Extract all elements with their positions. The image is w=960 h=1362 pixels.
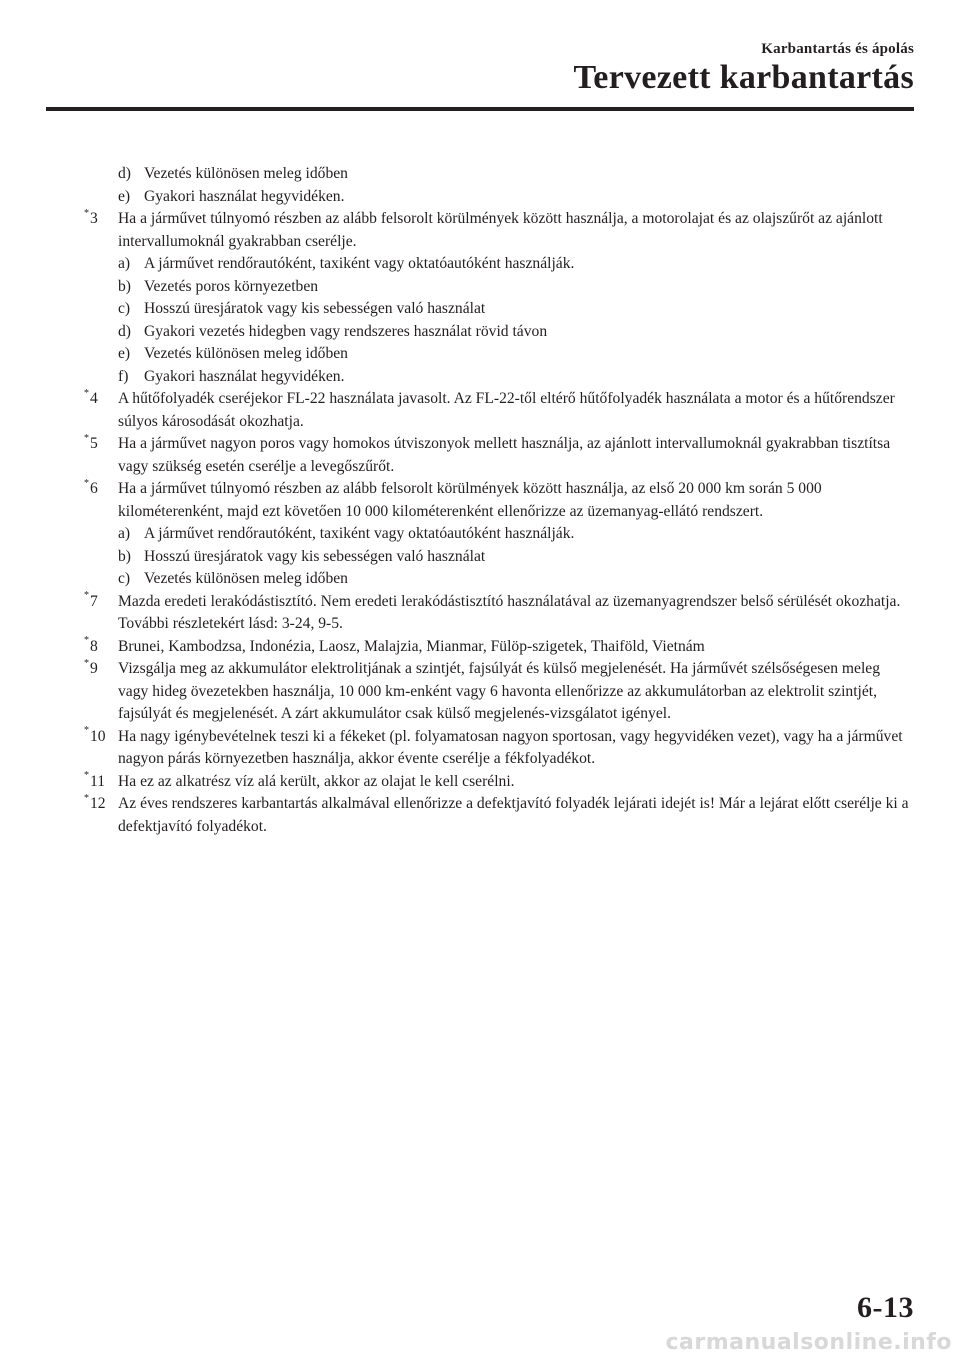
sub-item (84, 343, 914, 366)
sub-item-label: c) (118, 570, 131, 587)
sub-item (84, 523, 914, 546)
sub-item-label: f) (118, 367, 129, 385)
footnote (84, 793, 914, 838)
sub-item (84, 366, 914, 389)
footnote-number: 3 (90, 210, 98, 227)
sub-item-label: d) (118, 322, 131, 340)
footnote-text: Ha a járművet túlnyomó részben az alább felsorolt körülmények között használja, az első 20 000 km során 5 000 kilométerenként, majd ezt követően 10 000 kilométerenként ellenőrizze az üzemanyag-ellátó rendszert. (118, 480, 822, 520)
sub-item-text: A járművet rendőrautóként, taxiként vagy oktatóautóként használják. (144, 255, 575, 272)
footnote-marker (84, 658, 118, 681)
footnote (84, 771, 914, 794)
footnote-text: Ha ez az alkatrész víz alá került, akkor az olajat le kell cserélni. (118, 772, 515, 790)
footnote (84, 658, 914, 726)
footnote-number: 6 (90, 480, 98, 497)
footnote-text: A hűtőfolyadék cseréjekor FL-22 használata javasolt. Az FL-22-től eltérő hűtőfolyadék használata a motor és a hűtőrendszer súlyos károsodását okozhatja. (118, 390, 895, 430)
sub-item (84, 321, 914, 344)
sub-item-label: b) (118, 547, 131, 565)
page-title: Tervezett karbantartás (573, 59, 914, 96)
footnotes-list (84, 163, 914, 838)
footnote-star: * (84, 207, 89, 219)
sub-item-label: c) (118, 300, 131, 317)
sub-item-text: Gyakori használat hegyvidéken. (144, 187, 345, 205)
footnote (84, 388, 914, 433)
footnote-text: Ha a járművet nagyon poros vagy homokos útviszonyok mellett használja, az ajánlott intervallumoknál gyakrabban tisztítsa vagy szükség esetén cserélje a levegőszűrőt. (118, 435, 891, 475)
footnote-number: 12 (90, 795, 106, 812)
sub-item-text: A járművet rendőrautóként, taxiként vagy oktatóautóként használják. (144, 525, 575, 542)
footnote-marker (84, 208, 118, 231)
footnote-star: * (84, 657, 89, 669)
section-title: Karbantartás és ápolás (761, 41, 914, 57)
footnote (84, 433, 914, 478)
sub-item (84, 298, 914, 321)
footnote-text: Az éves rendszeres karbantartás alkalmával ellenőrizze a defektjavító folyadék lejárati idejét is! Már a lejárat előtt cserélje ki a defektjavító folyadékot. (118, 795, 909, 835)
footnote-star: * (84, 477, 89, 489)
footnote-marker (84, 478, 118, 501)
footnote-number: 5 (90, 435, 98, 452)
sub-item-text: Vezetés különösen meleg időben (144, 165, 348, 182)
footnote-marker (84, 636, 118, 659)
sub-item (84, 186, 914, 209)
page-number: 6-13 (857, 1291, 914, 1324)
footnote-text: Vizsgálja meg az akkumulátor elektrolitjának a szintjét, fajsúlyát és külső megjelenését. Ha járművét szélsőségesen meleg vagy hideg övezetekben használja, 10 000 km-enként vagy 6 havonta ellenőrizze az akkumulátorban az elektrolit szintjét, fajsúlyát és megjelenését. A zárt akkumulátor csak külső megjelenés-vizsgálatot igényel. (118, 660, 881, 722)
sub-item-label: e) (118, 187, 131, 205)
footnote-number: 8 (90, 637, 98, 655)
footnote-number: 10 (90, 727, 106, 745)
footnote (84, 208, 914, 253)
footnote-star: * (84, 770, 89, 782)
sub-item (84, 568, 914, 591)
sub-item (84, 546, 914, 569)
header-divider (46, 107, 914, 111)
sub-item-label: a) (118, 255, 131, 272)
footnote-text: Ha a járművet túlnyomó részben az alább felsorolt körülmények között használja, a motorolajat és az olajszűrőt az ajánlott intervallumoknál gyakrabban cserélje. (118, 210, 883, 250)
footnote-number: 7 (90, 592, 98, 610)
watermark-text: carmanualsonline.info (665, 1330, 952, 1355)
sub-item-label: b) (118, 277, 131, 295)
footnote-star: * (84, 725, 89, 737)
sub-item-text: Gyakori használat hegyvidéken. (144, 367, 345, 385)
footnote-marker (84, 591, 118, 614)
page-header (573, 40, 914, 98)
footnote-star: * (84, 387, 89, 399)
footnote-marker (84, 433, 118, 456)
sub-item (84, 253, 914, 276)
footnote-star: * (84, 590, 89, 602)
sub-item-text: Vezetés poros környezetben (144, 277, 319, 295)
footnote-text: Brunei, Kambodzsa, Indonézia, Laosz, Malajzia, Mianmar, Fülöp-szigetek, Thaiföld, Vietnám (118, 637, 705, 655)
footnote-marker (84, 771, 118, 794)
footnote-number: 9 (90, 660, 98, 677)
footnote (84, 478, 914, 523)
sub-item-label: e) (118, 345, 131, 362)
footnote-text: Mazda eredeti lerakódástisztító. Nem eredeti lerakódástisztító használatával az üzemanyagrendszer belső sérülését okozhatja. További részletekért lásd: 3-24, 9-5. (118, 592, 901, 632)
sub-item-text: Vezetés különösen meleg időben (144, 345, 348, 362)
footnote-number: 11 (90, 772, 106, 790)
footnote (84, 636, 914, 659)
footnote-marker (84, 388, 118, 411)
footnote-star: * (84, 432, 89, 444)
sub-item-label: d) (118, 165, 131, 182)
sub-item-text: Gyakori vezetés hidegben vagy rendszeres használat rövid távon (144, 322, 548, 340)
sub-item-text: Hosszú üresjáratok vagy kis sebességen való használat (144, 547, 486, 565)
footnote-number: 4 (90, 390, 98, 407)
sub-item (84, 276, 914, 299)
sub-item-text: Hosszú üresjáratok vagy kis sebességen való használat (144, 300, 486, 317)
sub-item (84, 163, 914, 186)
footnote-text: Ha nagy igénybevételnek teszi ki a fékeket (pl. folyamatosan nagyon sportosan, vagy hegyvidéken vezet), vagy ha a járművet nagyon párás környezetben használja, akkor évente cserélje a fékfolyadékot. (118, 727, 903, 767)
footnote-star: * (84, 792, 89, 804)
sub-item-text: Vezetés különösen meleg időben (144, 570, 348, 587)
footnote-marker (84, 793, 118, 816)
footnote-marker (84, 726, 118, 749)
footnote-star: * (84, 635, 89, 647)
footnote (84, 726, 914, 771)
footnote (84, 591, 914, 636)
sub-item-label: a) (118, 525, 131, 542)
